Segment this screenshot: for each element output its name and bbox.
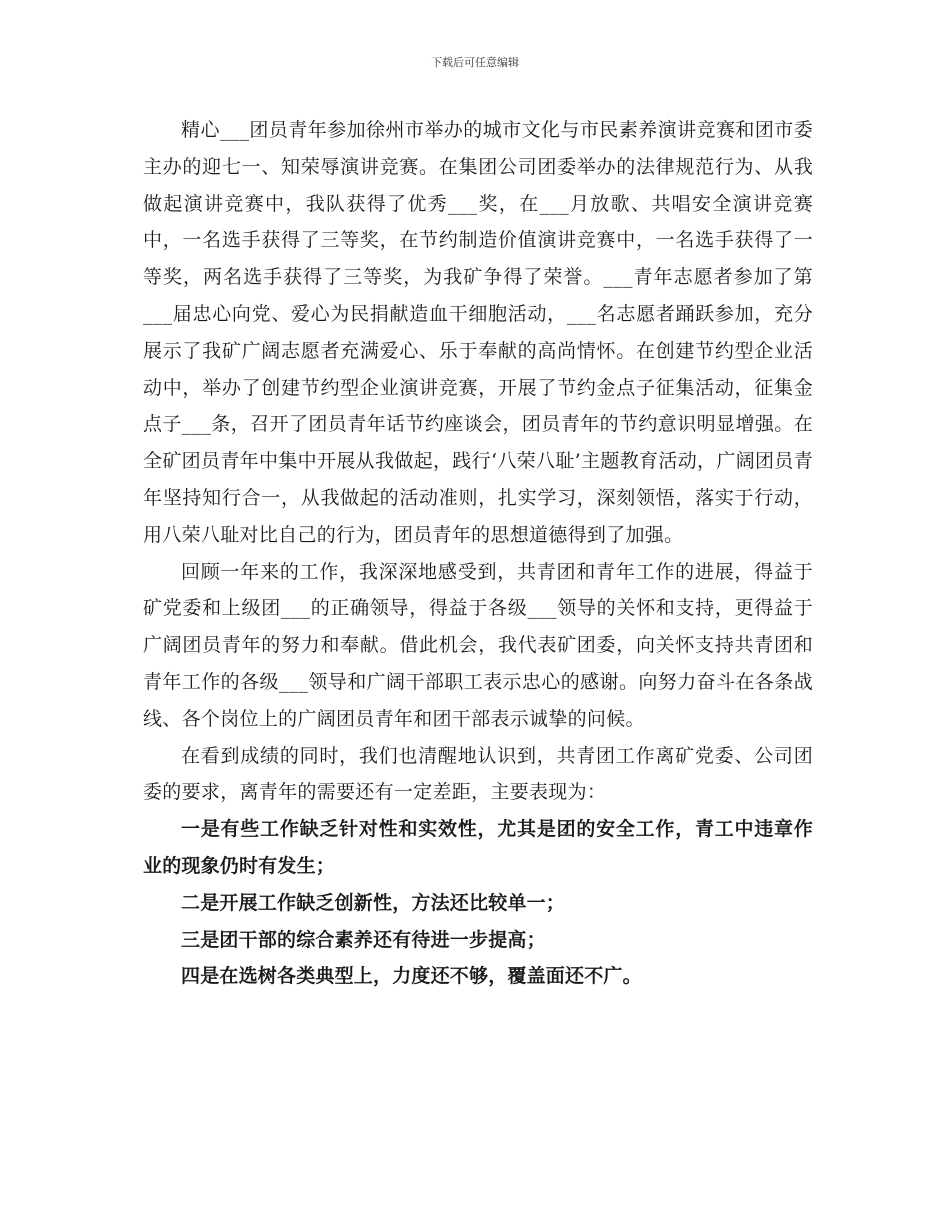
issue-item-3: 三是团干部的综合素养还有待进一步提高；	[181, 928, 546, 951]
page-header: 下载后可任意编辑	[431, 56, 519, 69]
issue-item-1: 一是有些工作缺乏针对性和实效性，尤其是团的安全工作，青工中违章作业的现象仍时有发生；	[143, 818, 813, 877]
paragraph-shortcomings-intro: 在看到成绩的同时，我们也清醒地认识到，共青团工作离矿党委、公司团委的要求，离青年的需要还有一定差距，主要表现为：	[143, 744, 813, 804]
issue-item-2: 二是开展工作缺乏创新性，方法还比较单一；	[181, 891, 566, 914]
paragraph-review: 回顾一年来的工作，我深深地感受到，共青团和青年工作的进展，得益于矿党委和上级团___的正确领导，得益于各级___领导的关怀和支持，更得益于广阔团员青年的努力和奉献。借此机会，我代表矿团委，向关怀支持共青团和青年工作的各级___领导和广阔干部职工表示忠心的感谢。向努力奋斗在各条战线、各个岗位上的广阔团员青年和团干部表示诚挚的问候。	[143, 560, 813, 730]
document-body	[143, 112, 813, 995]
issue-item-4: 四是在选树各类典型上，力度还不够，覆盖面还不广。	[181, 965, 642, 988]
paragraph-achievements: 精心___团员青年参加徐州市举办的城市文化与市民素养演讲竞赛和团市委主办的迎七一、知荣辱演讲竞赛。在集团公司团委举办的法律规范行为、从我做起演讲竞赛中，我队获得了优秀___奖，在___月放歌、共唱安全演讲竞赛中，一名选手获得了三等奖，在节约制造价值演讲竞赛中，一名选手获得了一等奖，两名选手获得了三等奖，为我矿争得了荣誉。___青年志愿者参加了第___届忠心向党、爱心为民捐献造血干细胞活动，___名志愿者踊跃参加，充分展示了我矿广阔志愿者充满爱心、乐于奉献的高尚情怀。在创建节约型企业活动中，举办了创建节约型企业演讲竞赛，开展了节约金点子征集活动，征集金点子___条，召开了团员青年话节约座谈会，团员青年的节约意识明显增强。在全矿团员青年中集中开展从我做起，践行‘八荣八耻’主题教育活动，广阔团员青年坚持知行合一，从我做起的活动准则，扎实学习，深刻领悟，落实于行动，用八荣八耻对比自己的行为，团员青年的思想道德得到了加强。	[143, 119, 813, 546]
